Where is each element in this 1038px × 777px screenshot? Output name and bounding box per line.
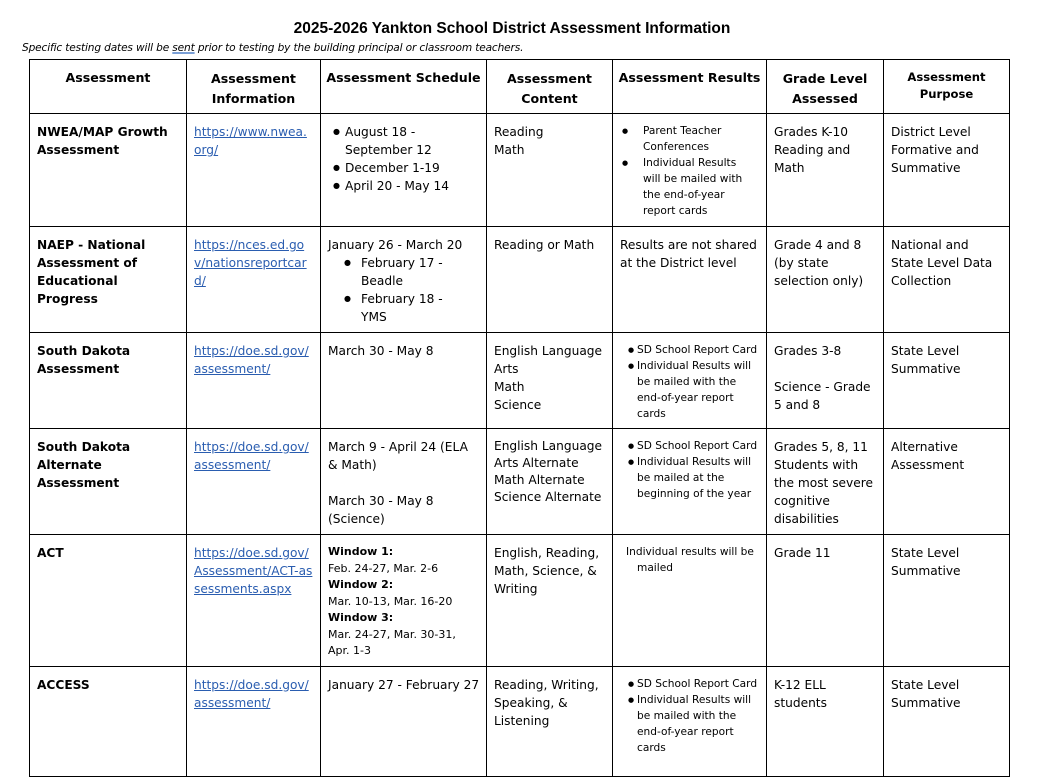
- info-cell: [187, 227, 321, 333]
- purpose-cell: State Level Summative: [884, 333, 1010, 429]
- info-cell: [187, 333, 321, 429]
- result-item: ● SD School Report Card: [626, 676, 760, 692]
- table-row: [30, 535, 1010, 667]
- subtitle-text: prior to testing by the building principal or classroom teachers.: [194, 42, 524, 54]
- purpose-cell: State Level Summative: [884, 666, 1010, 776]
- info-cell: [187, 429, 321, 535]
- content-item: Math: [494, 380, 525, 394]
- assessment-name: NAEP - National Assessment of Educational Progress: [30, 227, 187, 333]
- grade-cell: Grade 4 and 8 (by state selection only): [767, 227, 884, 333]
- content-item: English Language Arts: [494, 344, 603, 376]
- subtitle-text: Specific testing dates will be: [22, 42, 173, 54]
- window-label: Window 2:: [328, 578, 394, 591]
- schedule-item: ● December 1-19: [333, 159, 480, 177]
- header-grade: Grade Level Assessed: [767, 60, 884, 114]
- grade-cell: [767, 333, 884, 429]
- schedule-item: ● April 20 - May 14: [333, 177, 480, 195]
- table-row: [30, 227, 1010, 333]
- schedule-extra: March 30 - May 8 (Science): [328, 494, 434, 526]
- document-title: 2025-2026 Yankton School District Assessment Information: [293, 20, 731, 37]
- assessment-name: South Dakota Assessment: [30, 333, 187, 429]
- assessment-name: ACT: [30, 535, 187, 667]
- table-row: [30, 429, 1010, 535]
- schedule-item: ● February 18 - YMS: [338, 290, 480, 326]
- schedule-cell: [321, 535, 487, 667]
- grade-cell: Grades 5, 8, 11 Students with the most severe cognitive disabilities: [767, 429, 884, 535]
- content-item: Science: [494, 398, 542, 412]
- grade-text: Science - Grade 5 and 8: [774, 380, 871, 412]
- schedule-cell: [321, 114, 487, 227]
- assessment-name: NWEA/MAP Growth Assessment: [30, 114, 187, 227]
- header-purpose: Assessment Purpose: [884, 60, 1010, 114]
- result-item: ● SD School Report Card: [626, 438, 760, 454]
- window-dates: Mar. 24-27, Mar. 30-31, Apr. 1-3: [328, 627, 456, 657]
- grade-cell: Grades K-10 Reading and Math: [767, 114, 884, 227]
- info-link[interactable]: https://doe.sd.gov/assessment/: [194, 440, 309, 472]
- schedule-main: January 26 - March 20: [328, 238, 463, 252]
- content-cell: English, Reading, Math, Science, & Writing: [487, 535, 613, 667]
- assessment-name: ACCESS: [30, 666, 187, 776]
- info-link[interactable]: https://doe.sd.gov/Assessment/ACT-assessments.aspx: [194, 546, 313, 596]
- purpose-cell: State Level Summative: [884, 535, 1010, 667]
- grade-cell: Grade 11: [767, 535, 884, 667]
- content-item: Math: [494, 143, 525, 157]
- results-cell: [613, 333, 767, 429]
- schedule-main: March 9 - April 24 (ELA & Math): [328, 440, 468, 472]
- content-cell: [487, 114, 613, 227]
- schedule-cell: March 30 - May 8: [321, 333, 487, 429]
- result-text: mailed: [637, 562, 673, 574]
- content-item: English Language Arts Alternate: [494, 439, 603, 470]
- results-cell: [613, 114, 767, 227]
- content-cell: [487, 227, 613, 333]
- schedule-item: ● February 17 - Beadle: [338, 254, 480, 290]
- content-item: Reading or Math: [494, 238, 595, 252]
- window-dates: Feb. 24-27, Mar. 2-6: [328, 561, 439, 575]
- results-cell: [613, 535, 767, 667]
- schedule-cell: January 27 - February 27: [321, 666, 487, 776]
- content-item: Science Alternate: [494, 490, 602, 504]
- grade-cell: K-12 ELL students: [767, 666, 884, 776]
- info-link[interactable]: https://www.nwea.org/: [194, 125, 307, 157]
- content-item: Math Alternate: [494, 473, 585, 487]
- header-content: Assessment Content: [487, 60, 613, 114]
- header-schedule: Assessment Schedule: [321, 60, 487, 114]
- window-dates: Mar. 10-13, Mar. 16-20: [328, 594, 453, 608]
- window-label: Window 3:: [328, 611, 394, 624]
- assessment-name: South Dakota Alternate Assessment: [30, 429, 187, 535]
- result-item: ● Individual Results will be mailed with the end-of-year report cards: [626, 358, 760, 422]
- content-cell: Reading, Writing, Speaking, & Listening: [487, 666, 613, 776]
- result-item: ● Individual Results will be mailed at the beginning of the year: [626, 454, 760, 502]
- result-item: ● Individual Results will be mailed with the end-of-year report cards: [626, 692, 760, 756]
- content-item: Reading: [494, 125, 544, 139]
- result-item: ● Individual Results will be mailed with the end-of-year report cards: [620, 155, 760, 219]
- header-information: Assessment Information: [187, 60, 321, 114]
- table-row: [30, 333, 1010, 429]
- spellcheck-word[interactable]: sent: [172, 42, 195, 54]
- table-row: [30, 114, 1010, 227]
- results-cell: Results are not shared at the District level: [613, 227, 767, 333]
- result-item: ● Parent Teacher Conferences: [620, 123, 760, 155]
- info-link[interactable]: https://nces.ed.gov/nationsreportcard/: [194, 238, 307, 288]
- table-row: [30, 666, 1010, 776]
- info-link[interactable]: https://doe.sd.gov/assessment/: [194, 344, 309, 376]
- table-header-row: [30, 60, 1010, 114]
- assessment-table: [29, 59, 1010, 777]
- window-label: Window 1:: [328, 545, 394, 558]
- grade-text: Grades 3-8: [774, 344, 842, 358]
- header-assessment: Assessment: [30, 60, 187, 114]
- info-cell: [187, 535, 321, 667]
- content-cell: [487, 429, 613, 535]
- purpose-cell: National and State Level Data Collection: [884, 227, 1010, 333]
- schedule-item: ● August 18 - September 12: [333, 123, 480, 159]
- purpose-cell: Alternative Assessment: [884, 429, 1010, 535]
- purpose-cell: District Level Formative and Summative: [884, 114, 1010, 227]
- result-text: Individual results will be: [626, 546, 754, 558]
- results-cell: [613, 429, 767, 535]
- schedule-cell: [321, 429, 487, 535]
- document-subtitle: [22, 42, 523, 54]
- results-cell: [613, 666, 767, 776]
- info-cell: [187, 114, 321, 227]
- schedule-cell: [321, 227, 487, 333]
- result-item: ● SD School Report Card: [626, 342, 760, 358]
- header-results: Assessment Results: [613, 60, 767, 114]
- content-cell: [487, 333, 613, 429]
- info-cell: [187, 666, 321, 776]
- info-link[interactable]: https://doe.sd.gov/assessment/: [194, 677, 309, 710]
